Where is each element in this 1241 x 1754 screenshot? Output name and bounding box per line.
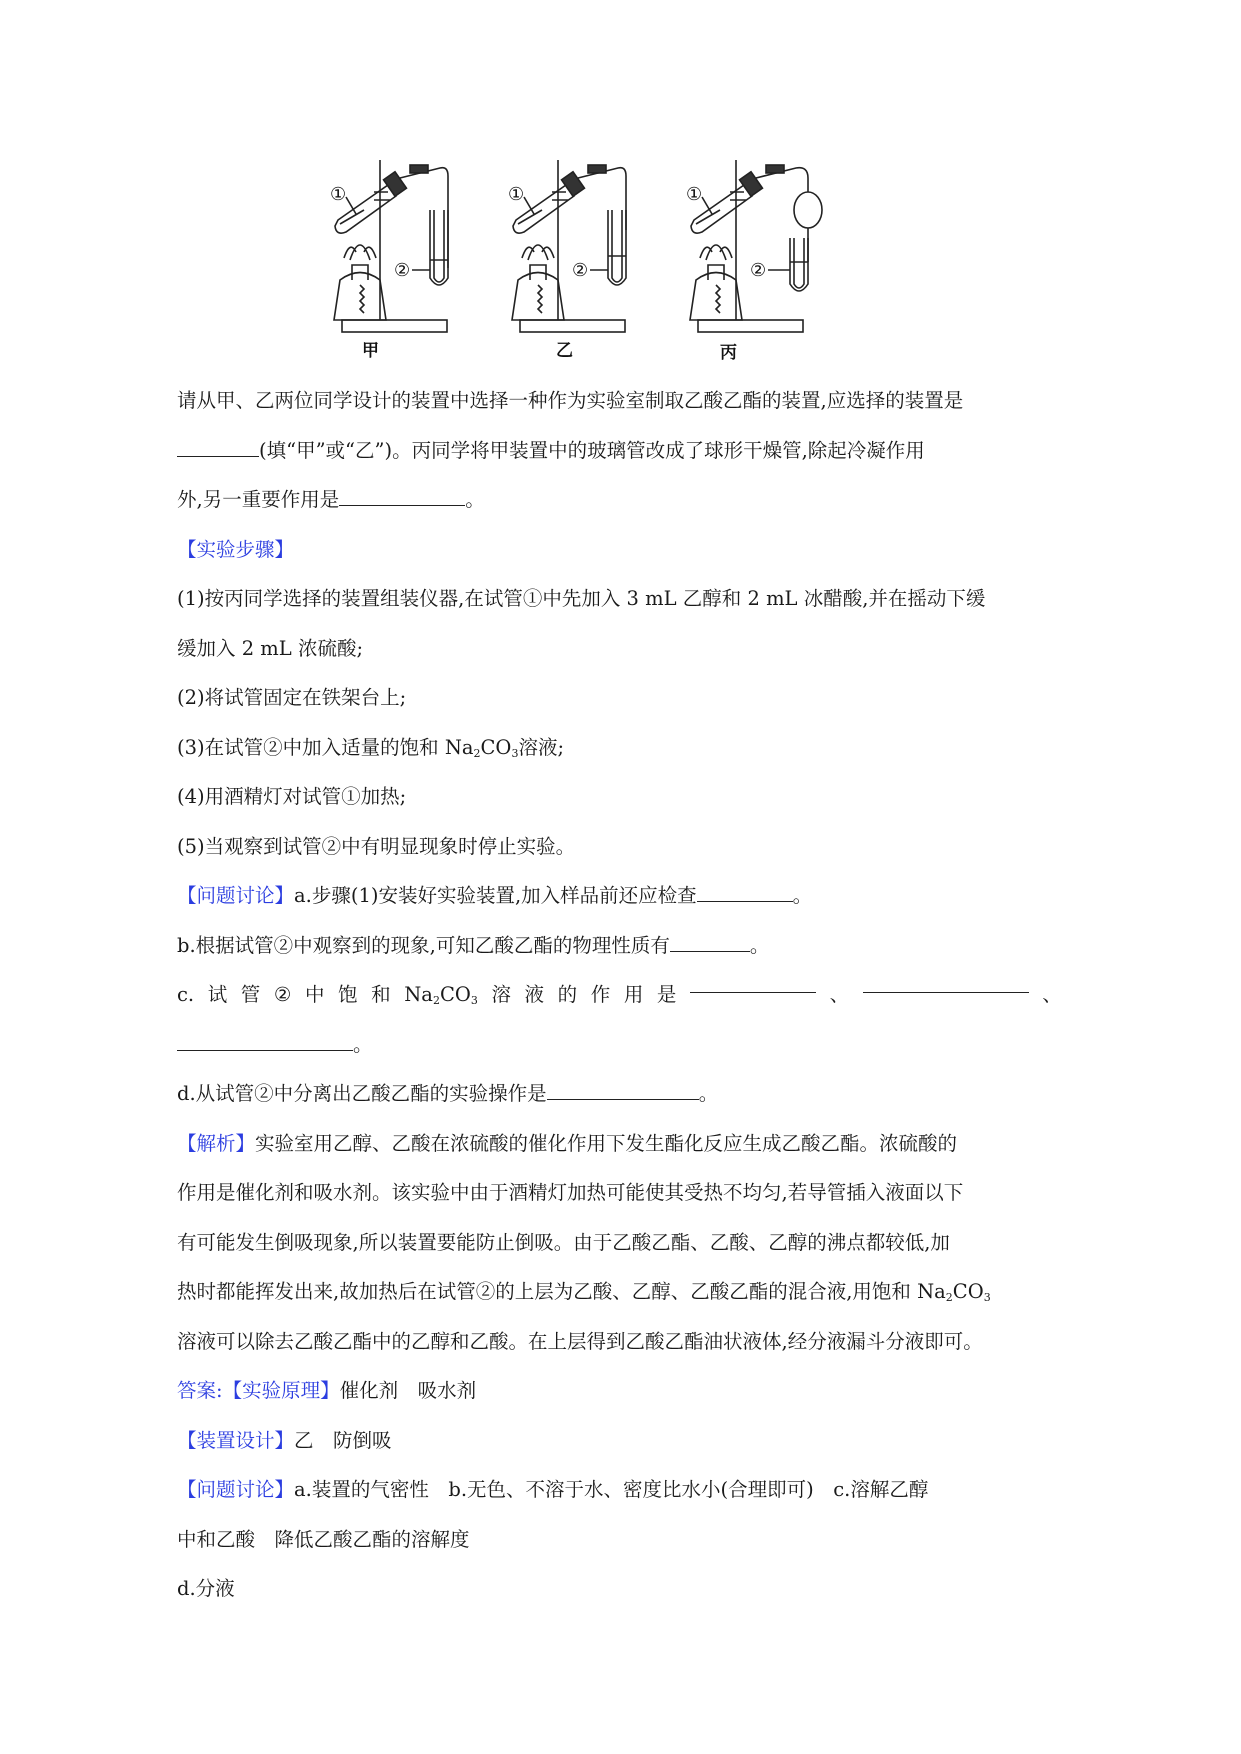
label-tube1-jia: ① bbox=[330, 184, 347, 205]
label-tube1-yi: ① bbox=[508, 184, 525, 205]
apparatus-diagram bbox=[330, 160, 940, 365]
answer-line-3: 【问题讨论】a.装置的气密性 b.无色、不溶于水、密度比水小(合理即可) c.溶解乙醇 bbox=[177, 1478, 929, 1501]
section-heading-principle: 【实验原理】 bbox=[222, 1379, 340, 1402]
discussion-c: c. 试 管 ② 中 饱 和 $Na_2CO_3$ 溶 液 的 作 用 是 、 、 bbox=[177, 970, 1062, 1020]
answer-blank bbox=[339, 483, 465, 506]
analysis-line-4: 热时都能挥发出来,故加热后在试管②的上层为乙酸、乙醇、乙酸乙酯的混合液,用饱和 $Na_2CO_3$ bbox=[177, 1280, 991, 1304]
answer-line-4: 中和乙酸 降低乙酸乙酯的溶解度 bbox=[177, 1527, 470, 1551]
figure-label-jia: 甲 bbox=[362, 341, 379, 361]
section-heading-discussion: 【问题讨论】 bbox=[177, 884, 295, 907]
label-tube2-bing: ② bbox=[750, 260, 767, 281]
answer-blank bbox=[177, 1028, 353, 1051]
step-3: (3)在试管②中加入适量的饱和 $Na_2CO_3$溶液; bbox=[177, 735, 565, 760]
discussion-b: b.根据试管②中观察到的现象,可知乙酸乙酯的物理性质有 。 bbox=[177, 921, 1062, 971]
label-tube2-jia: ② bbox=[394, 260, 411, 281]
analysis-line-5: 溶液可以除去乙酸乙酯中的乙醇和乙酸。在上层得到乙酸乙酯油状液体,经分液漏斗分液即可。 bbox=[177, 1329, 983, 1353]
question-line-3: 外,另一重要作用是 。 bbox=[177, 475, 1062, 525]
answer-blank bbox=[670, 929, 750, 952]
answer-line-5: d.分液 bbox=[177, 1577, 235, 1600]
discussion-c-cont: 。 bbox=[177, 1020, 1062, 1070]
answer-line-1: 答案:【实验原理】催化剂 吸水剂 bbox=[177, 1379, 477, 1402]
question-line-1: 请从甲、乙两位同学设计的装置中选择一种作为实验室制取乙酸乙酯的装置,应选择的装置是 bbox=[177, 389, 964, 412]
apparatus-jia bbox=[334, 160, 448, 332]
step-4: (4)用酒精灯对试管①加热; bbox=[177, 785, 407, 808]
label-tube2-yi: ② bbox=[572, 260, 589, 281]
section-heading-answer-discussion: 【问题讨论】 bbox=[177, 1478, 295, 1501]
section-heading-analysis: 【解析】 bbox=[177, 1131, 256, 1155]
step-1-line-1: (1)按丙同学选择的装置组装仪器,在试管①中先加入 3 mL 乙醇和 2 mL 冰醋酸,并在摇动下缓 bbox=[177, 587, 986, 610]
discussion-a: 【问题讨论】a.步骤(1)安装好实验装置,加入样品前还应检查 。 bbox=[177, 871, 1062, 921]
answer-line-2: 【装置设计】乙 防倒吸 bbox=[177, 1428, 392, 1452]
apparatus-yi bbox=[512, 160, 626, 332]
apparatus-figure bbox=[330, 160, 940, 365]
analysis-line-2: 作用是催化剂和吸水剂。该实验中由于酒精灯加热可能使其受热不均匀,若导管插入液面以下 bbox=[177, 1181, 964, 1204]
analysis-line-1: 【解析】实验室用乙醇、乙酸在浓硫酸的催化作用下发生酯化反应生成乙酸乙酯。浓硫酸的 bbox=[177, 1131, 958, 1155]
answer-blank bbox=[697, 879, 793, 902]
answer-blank bbox=[177, 434, 259, 457]
question-line-2: (填“甲”或“乙”)。丙同学将甲装置中的玻璃管改成了球形干燥管,除起冷凝作用 bbox=[177, 426, 1062, 476]
figure-label-bing: 丙 bbox=[720, 343, 737, 363]
document-body bbox=[177, 376, 1062, 1614]
step-5: (5)当观察到试管②中有明显现象时停止实验。 bbox=[177, 834, 576, 858]
discussion-d: d.从试管②中分离出乙酸乙酯的实验操作是 。 bbox=[177, 1069, 1062, 1119]
step-2: (2)将试管固定在铁架台上; bbox=[177, 686, 407, 709]
figure-label-yi: 乙 bbox=[556, 341, 573, 361]
section-heading-design: 【装置设计】 bbox=[177, 1428, 295, 1452]
answer-blank bbox=[547, 1077, 699, 1100]
apparatus-bing bbox=[690, 160, 822, 332]
analysis-line-3: 有可能发生倒吸现象,所以装置要能防止倒吸。由于乙酸乙酯、乙酸、乙醇的沸点都较低,加 bbox=[177, 1230, 950, 1254]
section-heading-steps: 【实验步骤】 bbox=[177, 537, 295, 561]
step-1-line-2: 缓加入 2 mL 浓硫酸; bbox=[177, 636, 364, 660]
answer-blank bbox=[863, 970, 1029, 993]
answer-prefix: 答案: bbox=[177, 1379, 223, 1402]
answer-blank bbox=[690, 970, 816, 993]
na2co3-formula: $Na_2CO_3$ bbox=[404, 983, 478, 1007]
label-tube1-bing: ① bbox=[686, 184, 703, 205]
